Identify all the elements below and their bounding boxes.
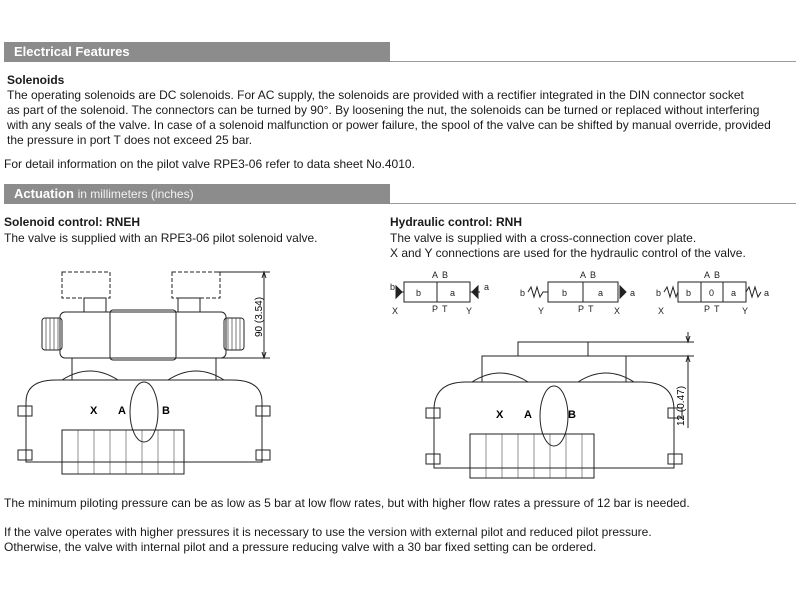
sym1-pos-b: b	[416, 288, 422, 298]
header-divider-2	[390, 203, 796, 204]
sym1-port-y: Y	[466, 306, 473, 316]
electrical-features-header	[4, 42, 390, 62]
sym1-port-a: A	[432, 270, 439, 280]
actuation-title: Actuation	[14, 186, 74, 201]
sym1-port-t: T	[442, 304, 448, 314]
footer-line-2: If the valve operates with higher pressures it is necessary to use the version with external pilot and reduced pilot pressure.	[4, 525, 652, 539]
sym1-label-b: b	[390, 282, 396, 292]
footer-line-3: Otherwise, the valve with internal pilot and a pressure reducing valve with a 30 bar fixed setting can be ordered.	[4, 540, 597, 554]
hydraulic-control-text-2: X and Y connections are used for the hydraulic control of the valve.	[390, 246, 746, 260]
paragraph-line-1: The operating solenoids are DC solenoids. For AC supply, the solenoids are provided with a rectifier integrated in the DIN connector socket	[7, 88, 744, 102]
sym3-port-a: A	[704, 270, 711, 280]
hyd-port-b-label: B	[568, 409, 576, 421]
sym2-port-t: T	[588, 304, 594, 314]
electrical-features-title: Electrical Features	[14, 44, 130, 59]
solenoid-valve-drawing	[0, 262, 290, 487]
solenoid-control-title: Solenoid control: RNEH	[4, 215, 140, 229]
sym3-pos-a: a	[731, 288, 737, 298]
sym1-port-b: B	[442, 270, 449, 280]
hydraulic-dimension-label: 12 (0.47)	[676, 385, 687, 426]
paragraph-line-2: as part of the solenoid. The connectors can be turned by 90°. By loosening the nut, the solenoids can be turned or replaced without interfering	[7, 103, 760, 117]
sym2-pos-b: b	[562, 288, 568, 298]
sym1-port-p: P	[432, 304, 439, 314]
sym2-port-b: B	[590, 270, 597, 280]
sym1-label-a: a	[484, 282, 490, 292]
sym3-port-p: P	[704, 304, 711, 314]
header-divider	[390, 61, 796, 62]
port-x-label: X	[90, 405, 98, 417]
paragraph-line-4: the pressure in port T does not exceed 25 bar.	[7, 133, 253, 147]
hydraulic-valve-drawing	[410, 330, 700, 490]
sym2-port-a: A	[580, 270, 587, 280]
sym2-port-x: X	[614, 306, 621, 316]
sym3-label-b: b	[656, 288, 662, 298]
solenoids-title: Solenoids	[7, 73, 65, 87]
paragraph-line-3: with any seals of the valve. In case of a solenoid malfunction or power failure, the spool of the valve can be shifted by manual override, provided	[7, 118, 771, 132]
sym3-port-y: Y	[742, 306, 749, 316]
sym2-pos-a: a	[598, 288, 604, 298]
footer-line-1: The minimum piloting pressure can be as low as 5 bar at low flow rates, but with higher flow rates a pressure of 12 bar is needed.	[4, 496, 690, 510]
hyd-port-x-label: X	[496, 409, 504, 421]
sym2-port-y: Y	[538, 306, 545, 316]
sym3-port-t: T	[714, 304, 720, 314]
hydraulic-control-title: Hydraulic control: RNH	[390, 215, 523, 229]
hydraulic-control-text-1: The valve is supplied with a cross-connection cover plate.	[390, 231, 697, 245]
detail-note: For detail information on the pilot valve RPE3-06 refer to data sheet No.4010.	[4, 157, 415, 171]
sym3-label-a: a	[764, 288, 770, 298]
sym2-label-b: b	[520, 288, 526, 298]
sym2-label-a: a	[630, 288, 636, 298]
sym3-port-b: B	[714, 270, 721, 280]
hydraulic-symbols	[388, 268, 798, 320]
sym3-port-x: X	[658, 306, 665, 316]
actuation-header	[4, 184, 390, 204]
port-a-label: A	[118, 405, 126, 417]
sym3-pos-b: b	[686, 288, 692, 298]
sym1-port-x: X	[392, 306, 399, 316]
actuation-subtitle: in millimeters (inches)	[77, 187, 194, 201]
sym1-pos-a: a	[450, 288, 456, 298]
sym2-port-p: P	[578, 304, 585, 314]
port-b-label: B	[162, 405, 170, 417]
solenoid-dimension-label: 90 (3.54)	[254, 296, 265, 337]
hyd-port-a-label: A	[524, 409, 532, 421]
solenoid-control-text: The valve is supplied with an RPE3-06 pilot solenoid valve.	[4, 231, 318, 245]
sym3-pos-0: 0	[709, 288, 715, 298]
